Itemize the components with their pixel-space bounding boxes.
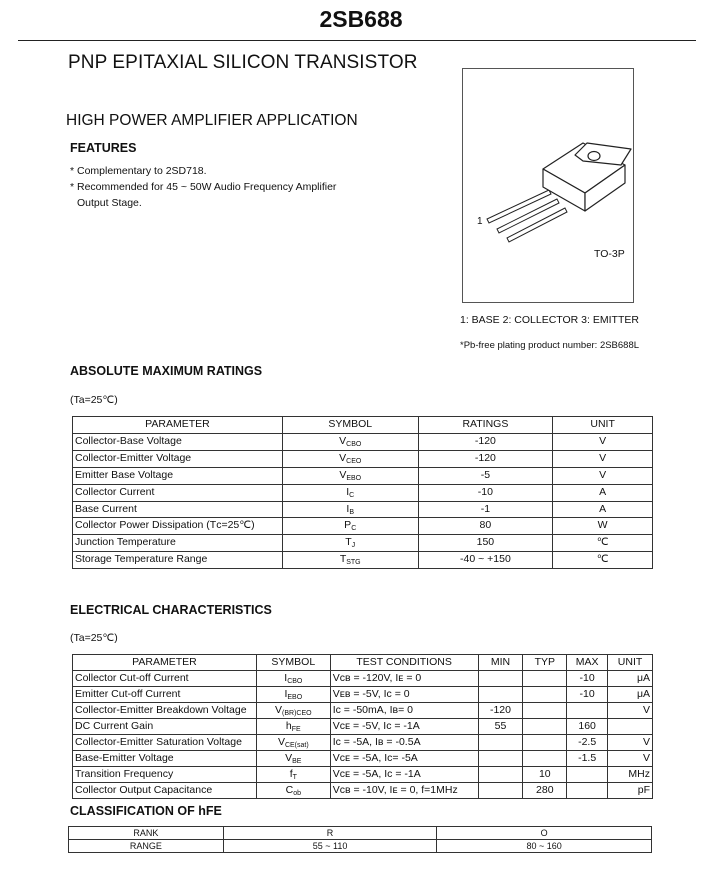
elec-condition: (Ta=25℃) xyxy=(70,632,118,644)
unit-cell: V xyxy=(553,433,653,450)
header-cell: SYMBOL xyxy=(256,655,330,671)
condition-cell: Vᴄʙ = -10V, Iᴇ = 0, f=1MHz xyxy=(330,783,478,799)
table-row xyxy=(73,433,653,450)
rank-label: RANK xyxy=(69,827,224,840)
header-cell: PARAMETER xyxy=(73,417,283,434)
min-cell xyxy=(478,735,523,751)
symbol-cell xyxy=(256,703,330,719)
typ-cell xyxy=(523,751,567,767)
max-cell xyxy=(567,767,608,783)
unit-cell: μA xyxy=(608,687,653,703)
rating-cell: -10 xyxy=(418,484,553,501)
min-cell xyxy=(478,751,523,767)
unit-cell: ℃ xyxy=(553,535,653,552)
table-row xyxy=(73,687,653,703)
symbol-cell xyxy=(256,751,330,767)
symbol-subscript: FE xyxy=(291,726,301,733)
header-cell: UNIT xyxy=(553,417,653,434)
range-o: 80 ~ 160 xyxy=(437,840,652,853)
condition-cell: Vᴄᴇ = -5A, Iᴄ = -1A xyxy=(330,767,478,783)
condition-cell: Vᴄʙ = -120V, Iᴇ = 0 xyxy=(330,671,478,687)
min-cell xyxy=(478,767,523,783)
max-cell: -1.5 xyxy=(567,751,608,767)
min-cell xyxy=(478,687,523,703)
parameter-cell: Collector Cut-off Current xyxy=(73,671,257,687)
header-cell: UNIT xyxy=(608,655,653,671)
device-title: PNP EPITAXIAL SILICON TRANSISTOR xyxy=(68,52,418,73)
unit-cell: MHz xyxy=(608,767,653,783)
symbol-subscript: BE xyxy=(292,758,302,765)
unit-cell: μA xyxy=(608,671,653,687)
typ-cell xyxy=(523,703,567,719)
typ-cell: 10 xyxy=(523,767,567,783)
table-row xyxy=(73,751,653,767)
table-row xyxy=(73,735,653,751)
condition-cell: Vᴄᴇ = -5A, Iᴄ= -5A xyxy=(330,751,478,767)
symbol-letter: V xyxy=(339,468,347,481)
rating-cell: -120 xyxy=(418,450,553,467)
parameter-cell: Collector Power Dissipation (Tᴄ=25℃) xyxy=(73,518,283,535)
symbol-letter: I xyxy=(346,485,350,498)
symbol-cell xyxy=(282,433,418,450)
max-cell: -2.5 xyxy=(567,735,608,751)
symbol-letter: T xyxy=(339,553,347,566)
rating-cell: -5 xyxy=(418,467,553,484)
typ-cell xyxy=(523,687,567,703)
max-cell xyxy=(567,703,608,719)
rating-cell: -1 xyxy=(418,501,553,518)
symbol-subscript: B xyxy=(349,508,355,516)
parameter-cell: Collector-Base Voltage xyxy=(73,433,283,450)
unit-cell: V xyxy=(608,703,653,719)
table-row xyxy=(73,767,653,783)
unit-cell: V xyxy=(553,467,653,484)
max-cell: -10 xyxy=(567,671,608,687)
symbol-letter: f xyxy=(289,768,293,780)
range-r: 55 ~ 110 xyxy=(223,840,437,853)
unit-cell: V xyxy=(608,735,653,751)
symbol-subscript: STG xyxy=(346,559,361,567)
table-row xyxy=(73,501,653,518)
table-row xyxy=(73,535,653,552)
symbol-letter: h xyxy=(285,720,292,732)
parameter-cell: Junction Temperature xyxy=(73,535,283,552)
table-row xyxy=(73,719,653,735)
parameter-cell: Collector-Emitter Saturation Voltage xyxy=(73,735,257,751)
table-row xyxy=(73,484,653,501)
part-number: 2SB688 xyxy=(319,6,403,32)
header-cell: TEST CONDITIONS xyxy=(330,655,478,671)
symbol-cell xyxy=(256,735,330,751)
symbol-subscript: CEO xyxy=(346,457,362,465)
min-cell xyxy=(478,783,523,799)
parameter-cell: Collector Current xyxy=(73,484,283,501)
unit-cell: ℃ xyxy=(553,552,653,569)
symbol-cell xyxy=(256,719,330,735)
condition-cell: Iᴄ = -5A, Iʙ = -0.5A xyxy=(330,735,478,751)
min-cell: 55 xyxy=(478,719,523,735)
rating-cell: 150 xyxy=(418,535,553,552)
unit-cell xyxy=(608,719,653,735)
classification-table xyxy=(68,826,652,853)
symbol-letter: C xyxy=(285,784,294,796)
symbol-letter: T xyxy=(345,536,352,549)
parameter-cell: Storage Temperature Range xyxy=(73,552,283,569)
table-row xyxy=(73,450,653,467)
typ-cell xyxy=(523,719,567,735)
header-cell: RATINGS xyxy=(418,417,553,434)
table-row xyxy=(73,703,653,719)
rank-r: R xyxy=(223,827,437,840)
symbol-subscript: EBO xyxy=(287,694,303,701)
header-cell: MAX xyxy=(567,655,608,671)
pb-free-note: *Pb-free plating product number: 2SB688L xyxy=(460,340,640,351)
feature-line: Output Stage. xyxy=(77,197,142,209)
unit-cell: pF xyxy=(608,783,653,799)
parameter-cell: Collector Output Capacitance xyxy=(73,783,257,799)
parameter-cell: Collector-Emitter Breakdown Voltage xyxy=(73,703,257,719)
parameter-cell: DC Current Gain xyxy=(73,719,257,735)
package-drawing xyxy=(462,68,634,303)
rating-cell: -120 xyxy=(418,433,553,450)
header-cell: TYP xyxy=(523,655,567,671)
symbol-letter: V xyxy=(339,434,347,447)
symbol-cell xyxy=(282,501,418,518)
max-cell: 160 xyxy=(567,719,608,735)
min-cell xyxy=(478,671,523,687)
application-title: HIGH POWER AMPLIFIER APPLICATION xyxy=(66,112,358,129)
symbol-letter: P xyxy=(344,519,352,532)
table-row xyxy=(73,552,653,569)
range-label: RANGE xyxy=(69,840,224,853)
symbol-subscript: EBO xyxy=(346,474,362,482)
classification-heading: CLASSIFICATION OF hFE xyxy=(70,804,222,818)
table-row xyxy=(73,518,653,535)
condition-cell: Vᴄᴇ = -5V, Iᴄ = -1A xyxy=(330,719,478,735)
symbol-letter: I xyxy=(284,688,288,700)
feature-line: * Recommended for 45 ~ 50W Audio Frequency Amplifier xyxy=(70,181,337,193)
features-list xyxy=(70,163,336,211)
unit-cell: A xyxy=(553,484,653,501)
symbol-subscript: CBO xyxy=(287,678,303,685)
table-row xyxy=(73,467,653,484)
header-rule xyxy=(18,40,696,41)
parameter-cell: Collector-Emitter Voltage xyxy=(73,450,283,467)
symbol-cell xyxy=(256,671,330,687)
symbol-subscript: T xyxy=(292,774,297,781)
symbol-letter: V xyxy=(285,752,293,764)
rating-cell: -40 ~ +150 xyxy=(418,552,553,569)
unit-cell: W xyxy=(553,518,653,535)
symbol-cell xyxy=(282,535,418,552)
parameter-cell: Emitter Cut-off Current xyxy=(73,687,257,703)
symbol-cell xyxy=(282,484,418,501)
symbol-cell xyxy=(256,783,330,799)
symbol-cell xyxy=(282,467,418,484)
symbol-letter: V xyxy=(339,451,347,464)
symbol-cell xyxy=(256,687,330,703)
typ-cell xyxy=(523,671,567,687)
min-cell: -120 xyxy=(478,703,523,719)
symbol-subscript: C xyxy=(351,525,357,533)
symbol-subscript: J xyxy=(351,542,356,550)
max-cell: -10 xyxy=(567,687,608,703)
parameter-cell: Emitter Base Voltage xyxy=(73,467,283,484)
unit-cell: V xyxy=(608,751,653,767)
abs-max-heading: ABSOLUTE MAXIMUM RATINGS xyxy=(70,364,263,378)
symbol-cell xyxy=(282,552,418,569)
elec-table xyxy=(72,654,653,799)
unit-cell: V xyxy=(553,450,653,467)
features-heading: FEATURES xyxy=(70,141,137,155)
parameter-cell: Base Current xyxy=(73,501,283,518)
symbol-letter: V xyxy=(275,704,283,716)
abs-max-condition: (Ta=25℃) xyxy=(70,394,118,406)
max-cell xyxy=(567,783,608,799)
symbol-letter: V xyxy=(277,736,285,748)
symbol-letter: I xyxy=(346,502,350,515)
header-cell: MIN xyxy=(478,655,523,671)
to3p-transistor-icon xyxy=(463,69,633,302)
condition-cell: Iᴄ = -50mA, Iʙ= 0 xyxy=(330,703,478,719)
parameter-cell: Base-Emitter Voltage xyxy=(73,751,257,767)
pin-assignment: 1: BASE 2: COLLECTOR 3: EMITTER xyxy=(460,314,639,326)
symbol-letter: I xyxy=(284,672,288,684)
header-cell: PARAMETER xyxy=(73,655,257,671)
rating-cell: 80 xyxy=(418,518,553,535)
typ-cell xyxy=(523,735,567,751)
symbol-cell xyxy=(282,450,418,467)
symbol-subscript: CBO xyxy=(346,440,362,448)
typ-cell: 280 xyxy=(523,783,567,799)
parameter-cell: Transition Frequency xyxy=(73,767,257,783)
rank-o: O xyxy=(437,827,652,840)
package-name: TO-3P xyxy=(594,248,625,260)
table-row xyxy=(73,671,653,687)
symbol-subscript: CE(sat) xyxy=(284,742,309,749)
symbol-subscript: ob xyxy=(293,790,301,797)
pin-1-marker: 1 xyxy=(477,216,483,227)
condition-cell: Vᴇʙ = -5V, Iᴄ = 0 xyxy=(330,687,478,703)
unit-cell: A xyxy=(553,501,653,518)
header-cell: SYMBOL xyxy=(282,417,418,434)
elec-heading: ELECTRICAL CHARACTERISTICS xyxy=(70,603,272,617)
symbol-cell xyxy=(256,767,330,783)
symbol-subscript: (BR)CEO xyxy=(282,710,312,717)
abs-max-table xyxy=(72,416,653,569)
symbol-cell xyxy=(282,518,418,535)
symbol-subscript: C xyxy=(349,491,355,499)
table-row xyxy=(73,783,653,799)
feature-line: * Complementary to 2SD718. xyxy=(70,165,207,177)
